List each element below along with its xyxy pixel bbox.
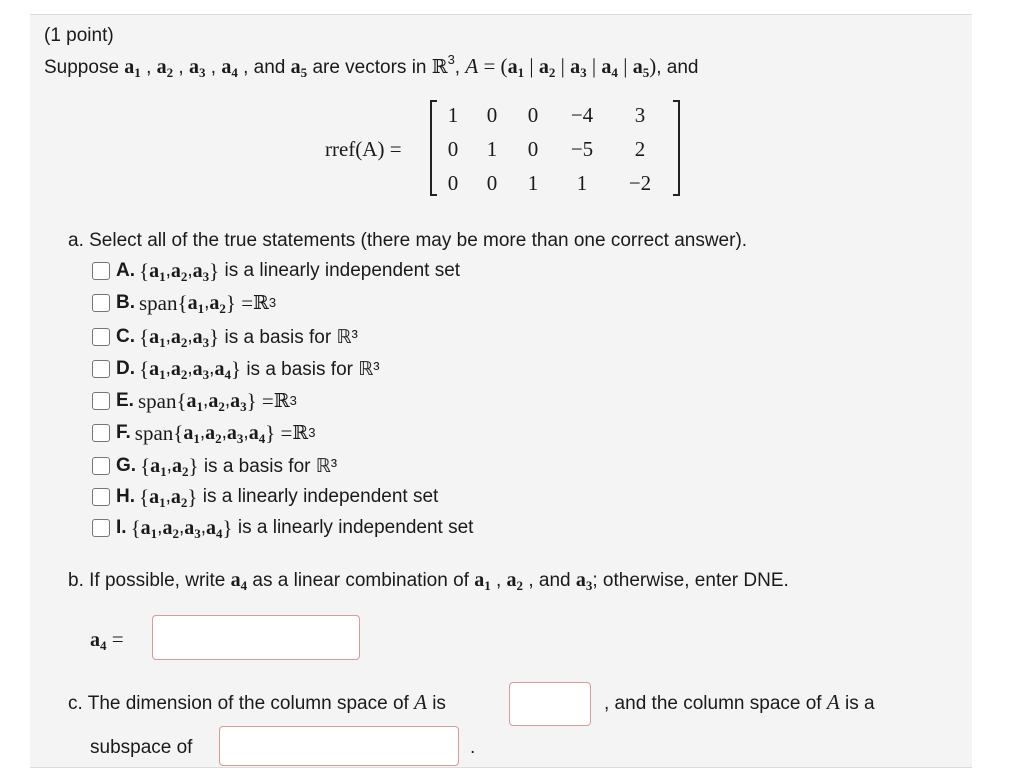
option-e[interactable]: E. span{ $a_1$ , $a_2$ , $a_3$ } = ℝ 3 xyxy=(92,388,297,414)
matrix-cell: 2 xyxy=(634,137,646,161)
intro-text: Suppose $a_1$ , $a_2$ , $a_3$ , $a_4$ , and $a_5$ are vectors in ℝ$^3$, $A = (a_1$ | $a_2$ | $a_3$ | $a_4$ | $a_5$), and xyxy=(44,52,699,80)
option-i-checkbox[interactable] xyxy=(92,519,110,537)
part-a-prompt: a. Select all of the true statements (there may be more than one correct answer). xyxy=(68,230,748,251)
dimension-input[interactable] xyxy=(509,682,591,726)
part-c-continuation: , and the column space of A is a xyxy=(604,690,875,714)
option-f-checkbox[interactable] xyxy=(92,424,110,442)
matrix-cell: 0 xyxy=(486,103,498,127)
rref-matrix xyxy=(430,100,680,196)
matrix-cell: −5 xyxy=(570,137,594,161)
matrix-cell: 1 xyxy=(527,171,539,195)
part-b-prompt: b. If possible, write $a_4$ as a linear combination of $a_1$ , $a_2$ , and $a_3$; otherwise, enter DNE. xyxy=(68,569,789,593)
matrix-cell: 0 xyxy=(527,103,539,127)
matrix-cell: 1 xyxy=(447,103,459,127)
subspace-of-label: subspace of xyxy=(90,737,193,758)
option-h[interactable]: H. { $a_1$ , $a_2$ } is a linearly independent set xyxy=(92,484,438,510)
a4-answer-input[interactable] xyxy=(152,615,360,660)
matrix-cell: 0 xyxy=(447,137,459,161)
option-a[interactable]: A. { $a_1$ , $a_2$ , $a_3$ } is a linearly independent set xyxy=(92,258,460,284)
right-bracket xyxy=(673,100,680,196)
matrix-cell: 0 xyxy=(447,171,459,195)
matrix-cell: 0 xyxy=(486,171,498,195)
option-b[interactable]: B. span{ $a_1$ , $a_2$ } = ℝ 3 xyxy=(92,290,276,316)
option-g-checkbox[interactable] xyxy=(92,457,110,475)
a4-label: $a_4$ = xyxy=(90,627,124,653)
part-c-prompt: c. The dimension of the column space of A is xyxy=(68,690,446,714)
rref-label: rref(A) = xyxy=(325,137,402,161)
option-a-checkbox[interactable] xyxy=(92,262,110,280)
option-i[interactable]: I. { $a_1$ , $a_2$ , $a_3$ , $a_4$ } is a linearly independent set xyxy=(92,515,473,541)
subspace-input[interactable] xyxy=(219,726,459,766)
matrix-cell: 1 xyxy=(486,137,498,161)
option-b-checkbox[interactable] xyxy=(92,294,110,312)
matrix-cell: −4 xyxy=(570,103,594,127)
option-f[interactable]: F. span{ $a_1$ , $a_2$ , $a_3$ , $a_4$ } = ℝ 3 xyxy=(92,420,315,446)
option-g[interactable]: G. { $a_1$ , $a_2$ } is a basis for ℝ³ xyxy=(92,453,337,479)
matrix-cell: 0 xyxy=(527,137,539,161)
points-label: (1 point) xyxy=(44,25,114,46)
matrix-cell: −2 xyxy=(628,171,652,195)
option-d[interactable]: D. { $a_1$ , $a_2$ , $a_3$ , $a_4$ } is a basis for ℝ³ xyxy=(92,356,380,382)
matrix-cell: 3 xyxy=(634,103,646,127)
period: . xyxy=(470,737,476,758)
option-c[interactable]: C. { $a_1$ , $a_2$ , $a_3$ } is a basis for ℝ³ xyxy=(92,324,358,350)
option-d-checkbox[interactable] xyxy=(92,360,110,378)
matrix-cell: 1 xyxy=(576,171,588,195)
option-c-checkbox[interactable] xyxy=(92,328,110,346)
option-e-checkbox[interactable] xyxy=(92,392,110,410)
option-h-checkbox[interactable] xyxy=(92,488,110,506)
